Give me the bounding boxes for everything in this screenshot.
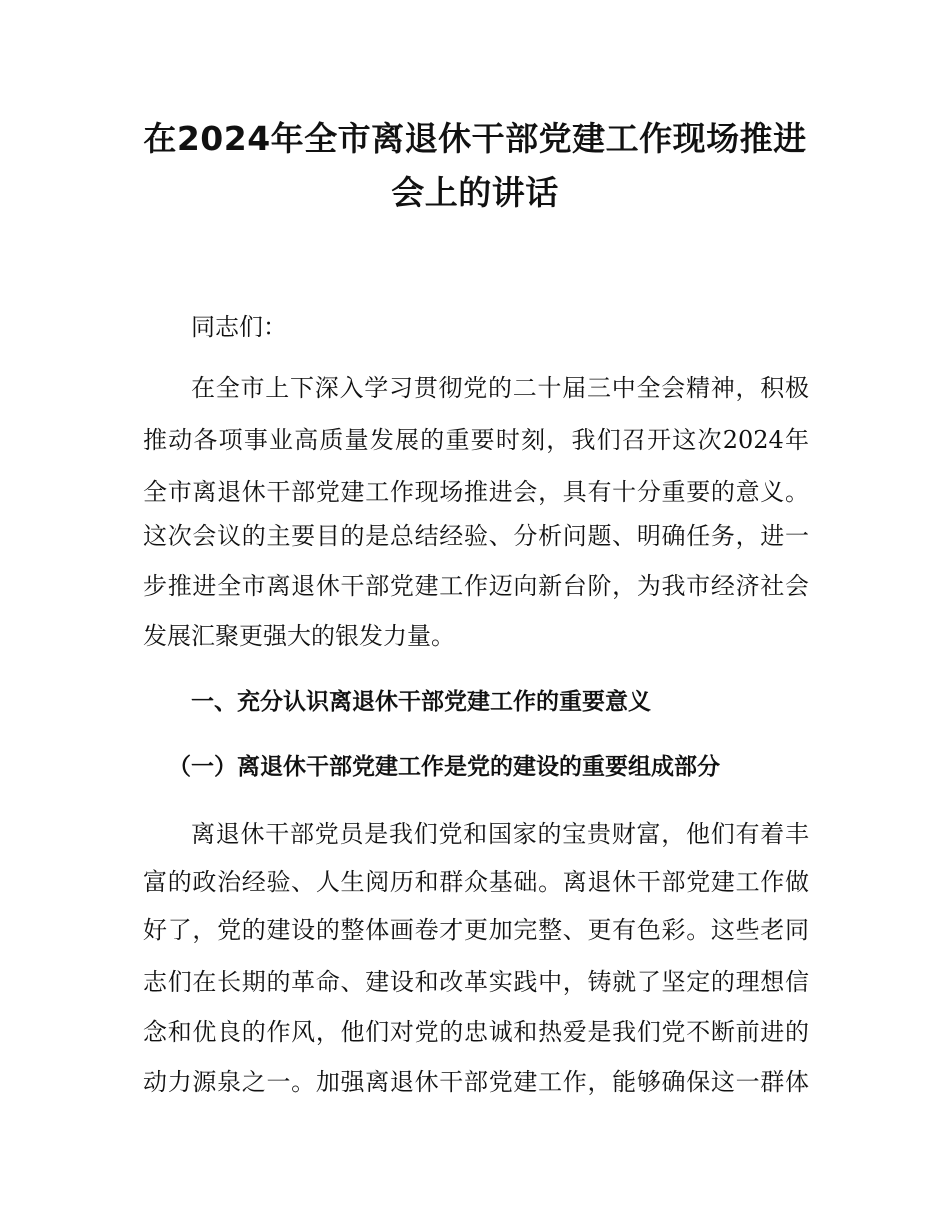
intro-line: 全市离退休干部党建工作现场推进会，具有十分重要的意义。 [143,478,809,506]
body-line: 念和优良的作风，他们对党的忠诚和热爱是我们党不断前进的 [143,1018,809,1046]
title-line-1: 在2024年全市离退休干部党建工作现场推进 [143,119,807,158]
intro-line: 发展汇聚更强大的银发力量。 [143,622,455,650]
body-line: 富的政治经验、人生阅历和群众基础。离退休干部党建工作做 [143,868,809,896]
body-line: 动力源泉之一。加强离退休干部党建工作，能够确保这一群体 [143,1068,809,1096]
document-title [120,112,830,220]
intro-line: 推动各项事业高质量发展的重要时刻，我们召开这次2024年 [143,426,809,454]
body-line: 志们在长期的革命、建设和改革实践中，铸就了坚定的理想信 [143,968,809,996]
section-heading: 一、充分认识离退休干部党建工作的重要意义 [191,689,651,715]
intro-line: 这次会议的主要目的是总结经验、分析问题、明确任务，进一 [143,522,809,550]
body-line: 好了，党的建设的整体画卷才更加完整、更有色彩。这些老同 [143,916,809,944]
body-line: 离退休干部党员是我们党和国家的宝贵财富，他们有着丰 [191,820,809,848]
salutation: 同志们： [191,313,287,341]
subsection-heading: （一）离退休干部党建工作是党的建设的重要组成部分 [168,754,720,780]
title-line-2: 会上的讲话 [391,173,559,212]
intro-line: 步推进全市离退休干部党建工作迈向新台阶，为我市经济社会 [143,572,809,600]
intro-line: 在全市上下深入学习贯彻党的二十届三中全会精神，积极 [191,374,809,402]
